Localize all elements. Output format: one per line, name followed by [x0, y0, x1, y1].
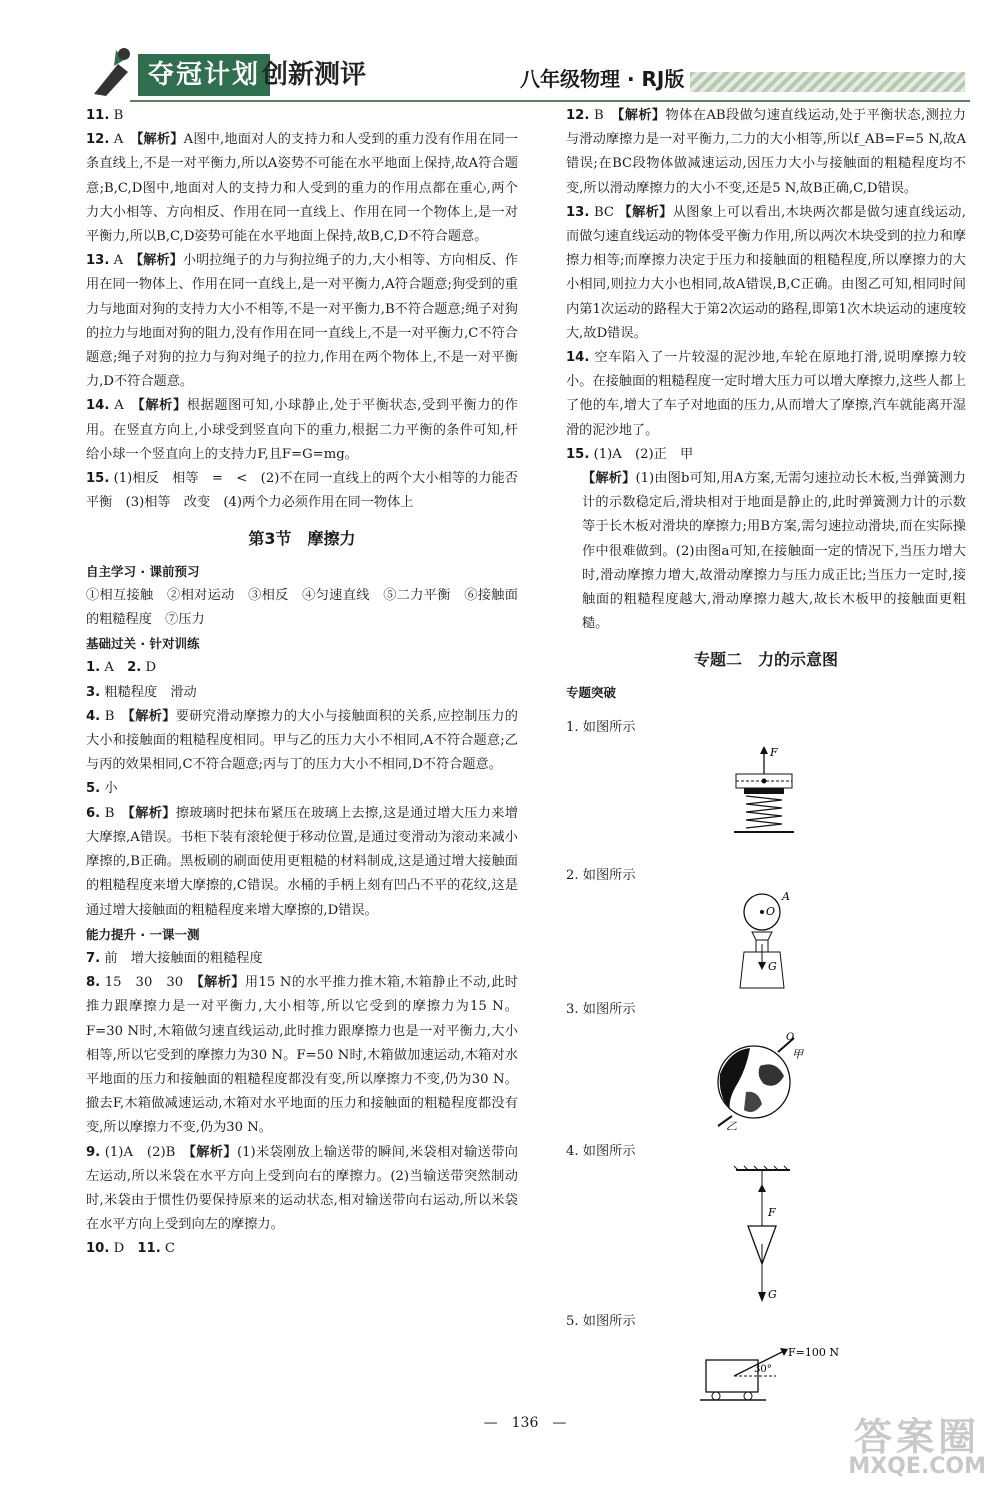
answer-11: 11. B: [86, 108, 124, 123]
basic-4: 4. B 【解析】要研究滑动摩擦力的大小与接触面积的关系,应控制压力的大小和接触面的粗糙程度相同。甲与乙的压力大小不相同,A不符合题意;乙与丙的效果相同,C不符合题意;丙与丁的压力大小不相同,D不符合题意。: [86, 708, 518, 773]
figure-globe: [706, 1030, 816, 1130]
ability-7: 7. 前 增大接触面的粗糙程度: [86, 950, 263, 966]
basic-5: 5. 小: [86, 781, 118, 797]
fig5-angle: 30°: [754, 1364, 772, 1375]
fig3-label-yi: 乙: [726, 1120, 737, 1130]
fig1-label-f: F: [770, 746, 778, 759]
figure-spring: [720, 744, 810, 844]
answer-r14: 14. 空车陷入了一片较湿的泥沙地,车轮在原地打滑,说明摩擦力较小。在接触面的粗糙程度一定时增大压力可以增大摩擦力,这些人都上了他的车,增大了车子对地面的压力,从而增大了摩擦,汽车就能离开湿滑的泥沙地了。: [566, 350, 966, 438]
fig-caption-4: 4. 如图所示: [566, 1144, 636, 1159]
brand-logo-icon: [88, 44, 140, 100]
ability-8: 8. 15 30 30 【解析】用15 N的水平推力推木箱,木箱静止不动,此时推力跟摩擦力是一对平衡力,大小相等,所以它受到的摩擦力为15 N。F=30 N时,木箱做匀速直线运动,此时推力跟摩擦力也是一对平衡力,大小相等,所以它受到的摩擦力为30 N。F=50 N时,木箱做加速运动,木箱对水平地面的压力和接触面的粗糙程度都没有变,所以摩擦力不变,仍为30 N。撤去F,木箱做减速运动,木箱对水平地面的压力和接触面的粗糙程度都没有变,所以摩擦力不变,仍为30 N。: [86, 975, 518, 1136]
fig-caption-2: 2. 如图所示: [566, 868, 636, 883]
answer-r13: 13. BC 【解析】从图象上可以看出,木块两次都是做匀速直线运动,而做匀速直线运动的物体受平衡力作用,所以两次木块受到的拉力和摩擦力相等;而摩擦力决定于压力和接触面的粗糙程度,所以摩擦力的大小相同,则拉力大小也相同,故A错误,B,C正确。由图乙可知,相同时间内第1次运动的路程大于第2次运动的路程,即第1次木块运动的速度较大,故D错误。: [566, 204, 966, 341]
basic-6: 6. B 【解析】擦玻璃时把抹布紧压在玻璃上去擦,这是通过增大压力来增大摩擦,A错误。书柜下装有滚轮便于移动位置,是通过变滑动为滚动来减小摩擦的,B正确。黑板刷的刷面使用更粗糙的材料制成,这是通过增大接触面的粗糙程度来增大摩擦的,C错误。水桶的手柄上刻有凹凸不平的花纹,这是通过增大接触面的粗糙程度来增大摩擦的,D错误。: [86, 805, 518, 918]
watermark-cn: 答案圈: [854, 1415, 981, 1459]
watermark-url: MXQE.COM: [848, 1454, 986, 1479]
answer-r15: 15. (1)A (2)正 甲: [566, 446, 694, 462]
fig-caption-3: 3. 如图所示: [566, 1002, 636, 1017]
fig3-label-o: O: [786, 1032, 795, 1043]
ability-10-11: 10. D 11. C: [86, 1241, 176, 1257]
subsection-ability: 能力提升 · 一课一测: [86, 926, 200, 942]
fig4-label-f: F: [768, 1206, 776, 1219]
fig3-label-jia: 甲: [792, 1048, 803, 1061]
header-stripe: [690, 72, 965, 92]
fig-caption-1: 1. 如图所示: [566, 720, 636, 735]
grade-label: 八年级物理 · RJ版: [520, 67, 685, 91]
fig-caption-5: 5. 如图所示: [566, 1314, 636, 1329]
topic-title: 专题二 力的示意图: [693, 650, 838, 670]
figure-cart: [700, 1338, 860, 1408]
fig5-force: F=100 N: [788, 1346, 839, 1359]
answer-13: 13. A 【解析】小明拉绳子的力与狗拉绳子的力,大小相等、方向相反、作用在同一物体上、作用在同一直线上,是一对平衡力,A符合题意;狗受到的重力与地面对狗的支持力大小不相等,不是一对平衡力,B不符合题意;绳子对狗的拉力与地面对狗的阻力,没有作用在同一直线上,不是一对平衡力,C不符合题意;绳子对狗的拉力与狗对绳子的拉力,作用在两个物体上,不是一对平衡力,D不符合题意。: [86, 253, 518, 390]
answer-r12: 12. B 【解析】物体在AB段做匀速直线运动,处于平衡状态,测拉力与滑动摩擦力是一对平衡力,二力的大小相等,所以f_AB=F=5 N,故A错误;在BC段物体做减速运动,因压力大小与接触面的粗糙程度均不变,所以滑动摩擦力的大小不变,还是5 N,故B正确,C,D错误。: [566, 108, 966, 196]
left-column: [86, 104, 518, 1262]
answer-14: 14. A 【解析】根据题图可知,小球静止,处于平衡状态,受到平衡力的作用。在竖直方向上,小球受到竖直向下的重力,根据二力平衡的条件可知,杆给小球一个竖直向上的支持力F,且F=G=mg。: [86, 398, 518, 462]
figure-pendulum: [728, 1164, 798, 1314]
brand-title: 夺冠计划: [138, 54, 270, 96]
section-title: 第3节 摩擦力: [248, 529, 356, 549]
fig2-label-o: O: [766, 905, 776, 918]
basic-3: 3. 粗糙程度 滑动: [86, 684, 197, 700]
ability-9: 9. (1)A (2)B 【解析】(1)米袋刚放上输送带的瞬间,米袋相对输送带向左运动,所以米袋在水平方向上受到向右的摩擦力。(2)当输送带突然制动时,米袋由于惯性仍要保持原来的运动状态,相对输送带向右运动,所以米袋在水平方向上受到向左的摩擦力。: [86, 1144, 518, 1233]
answer-12: 12. A 【解析】A图中,地面对人的支持力和人受到的重力没有作用在同一条直线上,不是一对平衡力,所以A姿势不可能在水平地面上保持,故A符合题意;B,C,D图中,地面对人的支持力和人受到的重力的作用点都在重心,两个力大小相等、方向相反、作用在同一直线上、作用在同一个物体上,是一对平衡力,所以B,C,D姿势可能在水平地面上保持,故B,C,D不符合题意。: [86, 132, 519, 245]
topic-subtitle: 专题突破: [566, 684, 617, 700]
header-divider: [130, 100, 970, 102]
page-number: — 136 —: [483, 1415, 567, 1431]
fig4-label-g: G: [768, 1288, 777, 1301]
page-header: [0, 0, 1000, 104]
fig2-label-a: A: [782, 890, 790, 903]
preview-answers: ①相互接触 ②相对运动 ③相反 ④匀速直线 ⑤二力平衡 ⑥接触面的粗糙程度 ⑦压力: [86, 587, 518, 628]
right-column: [566, 104, 966, 1329]
brand-subtitle: 创新测评: [262, 60, 367, 90]
subsection-preview: 自主学习 · 课前预习: [86, 563, 200, 579]
watermark: [848, 1415, 986, 1482]
answer-r15-analysis: 【解析】(1)由图b可知,用A方案,无需匀速拉动长木板,当弹簧测力计的示数稳定后,滑块相对于地面是静止的,此时弹簧测力计的示数等于长木板对滑块的摩擦力;用B方案,需匀速拉动滑块,而在实际操作中很难做到。(2)由图a可知,在接触面一定的情况下,当压力增大时,滑动摩擦力增大,故滑动摩擦力与压力成正比;当压力一定时,接触面的粗糙程度越大,滑动摩擦力越大,故长木板甲的接触面更粗糙。: [582, 471, 966, 632]
basic-1-2: 1. A 2. D: [86, 660, 157, 676]
answer-15: 15. (1)相反 相等 = < (2)不在同一直线上的两个大小相等的力能否平衡 (3)相等 改变 (4)两个力必须作用在同一物体上: [86, 471, 518, 511]
subsection-basic: 基础过关 · 针对训练: [86, 636, 200, 652]
fig2-label-g: G: [768, 960, 777, 973]
figure-pulley: [718, 888, 808, 998]
